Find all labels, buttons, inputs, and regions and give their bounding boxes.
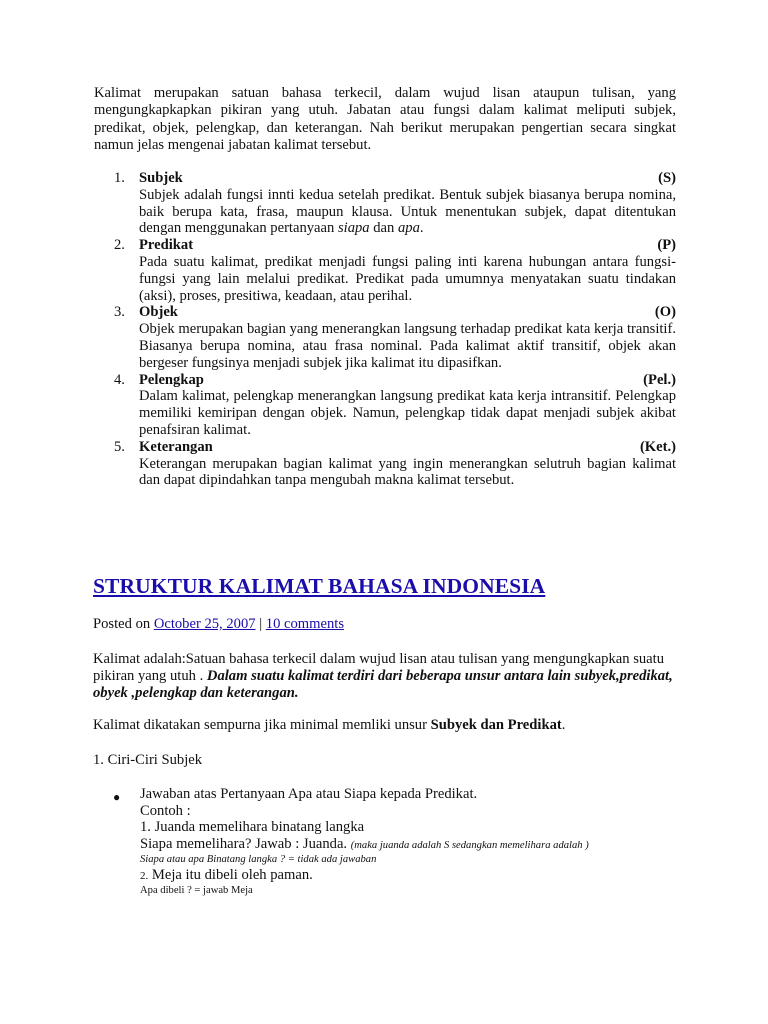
- item-title: Keterangan: [139, 438, 213, 455]
- bullet-body: [140, 786, 593, 898]
- item-abbr: (O): [654, 304, 676, 321]
- item-heading: [139, 237, 676, 254]
- item-heading: [139, 170, 676, 187]
- example-number: 2.: [140, 869, 149, 882]
- item-number: 1.: [114, 170, 125, 186]
- definition-emphasis: Dalam suatu kalimat terdiri dari beberapa unsur antara lain subyek,predikat, obyek ,pelengkap dan keterangan.: [93, 668, 673, 701]
- item-description: Objek merupakan bagian yang menerangkan langsung terhadap predikat kata kerja transitif. Biasanya berupa nomina, atau frasa nominal. Pada kalimat aktif transitif, objek akan bergeser fungsinya menjadi subjek jika kalimat itu dipasifkan.: [139, 321, 676, 371]
- desc-text: Subjek adalah fungsi innti kedua setelah predikat. Bentuk subjek biasanya berupa nomina, baik berupa kata, frasa, maupun klausa. Untuk menentukan subjek, dapat ditentukan dengan menggunakan pertanyaan: [139, 186, 676, 237]
- list-item: [92, 170, 676, 237]
- list-item: [92, 237, 676, 304]
- item-heading: [139, 439, 676, 456]
- item-title: Pelengkap: [139, 371, 204, 388]
- desc-end: .: [419, 220, 424, 237]
- comments-link[interactable]: 10 comments: [265, 616, 344, 632]
- item-description: Pada suatu kalimat, predikat menjadi fungsi paling inti karena hubungan antara fungsi-fungsi yang lain melalui predikat. Predikat pada umumnya menyatakan suatu tindakan (aksi), proses, presitiwa, keadaan, atau perihal.: [139, 253, 676, 304]
- intro-paragraph: Kalimat merupakan satuan bahasa terkecil, dalam wujud lisan ataupun tulisan, yang mengungkapkapkan pikiran yang utuh. Jabatan atau fungsi dalam kalimat meliputi subjek, predikat, objek, pelengkap, dan keterangan. Nah berikut merupakan pengertian secara singkat namun jelas mengenai jabatan kalimat tersebut.: [94, 85, 676, 154]
- article-title-link[interactable]: STRUKTUR KALIMAT BAHASA INDONESIA: [93, 574, 546, 598]
- sempurna-paragraph: [93, 716, 565, 734]
- item-abbr: (S): [658, 170, 676, 186]
- bullet-line: 1. Juanda memelihara binatang langka: [140, 819, 365, 835]
- item-description: Keterangan merupakan bagian kalimat yang ingin menerangkan selutruh bagian kalimat dan dapat dipindahkan tanpa mengubah makna kalimat tersebut.: [139, 455, 676, 489]
- desc-siapa: siapa: [337, 220, 370, 237]
- meta-separator: |: [255, 616, 266, 632]
- item-heading: [139, 372, 676, 389]
- example-sentence: Meja itu dibeli oleh paman.: [148, 866, 313, 883]
- bullet-line: [140, 836, 593, 853]
- bullet-line: Contoh :: [140, 802, 191, 819]
- definition-text: Kalimat adalah:Satuan bahasa terkecil dalam wujud lisan atau tulisan yang mengungkapkan suatu pikiran yang utuh .: [93, 651, 665, 684]
- item-number: 4.: [114, 371, 125, 388]
- example-note: Apa dibeli ? = jawab Meja: [140, 885, 253, 896]
- item-title: Subjek: [139, 170, 183, 186]
- posted-on-label: Posted on: [93, 616, 154, 632]
- sempurna-bold: Subyek dan Predikat: [430, 717, 562, 733]
- item-heading: [139, 304, 676, 321]
- item-number: 2.: [114, 237, 125, 254]
- post-meta: [93, 615, 344, 633]
- item-abbr: (Ket.): [639, 438, 676, 455]
- desc-apa: apa: [397, 220, 420, 237]
- item-abbr: (Pel.): [643, 371, 676, 388]
- bullet-dot-icon: ●: [113, 790, 121, 804]
- example-note: Siapa atau apa Binatang langka ? = tidak ada jawaban: [140, 853, 377, 865]
- bullet-line: Jawaban atas Pertanyaan Apa atau Siapa kepada Predikat.: [140, 786, 478, 802]
- item-title: Objek: [139, 304, 178, 321]
- item-abbr: (P): [657, 237, 676, 254]
- list-item: [92, 304, 676, 371]
- list-item: [92, 439, 676, 489]
- post-date-link[interactable]: October 25, 2007: [153, 616, 256, 632]
- item-number: 3.: [114, 304, 125, 321]
- bullet-line: [140, 867, 593, 885]
- item-description: Dalam kalimat, pelengkap menerangkan langsung predikat kata kerja intransitif. Pelengkap memiliki kemiripan dengan objek. Namun, pelengkap tidak dapat menjadi subjek akibat penafsiran kalimat.: [139, 388, 676, 438]
- sempurna-text: Kalimat dikatakan sempurna jika minimal memliki unsur: [93, 717, 431, 733]
- item-title: Predikat: [139, 237, 194, 254]
- section-heading: 1. Ciri-Ciri Subjek: [93, 752, 203, 768]
- sempurna-end: .: [561, 717, 566, 733]
- item-description: [139, 187, 676, 237]
- desc-dan: dan: [369, 220, 398, 237]
- example-question: Siapa memelihara? Jawab : Juanda.: [140, 835, 351, 852]
- definition-paragraph: [93, 651, 678, 702]
- jabatan-list: [92, 170, 676, 489]
- bullet-item: [93, 786, 593, 898]
- item-number: 5.: [114, 438, 125, 455]
- example-note: (maka juanda adalah S sedangkan memelihara adalah ): [350, 839, 589, 851]
- list-item: [92, 372, 676, 439]
